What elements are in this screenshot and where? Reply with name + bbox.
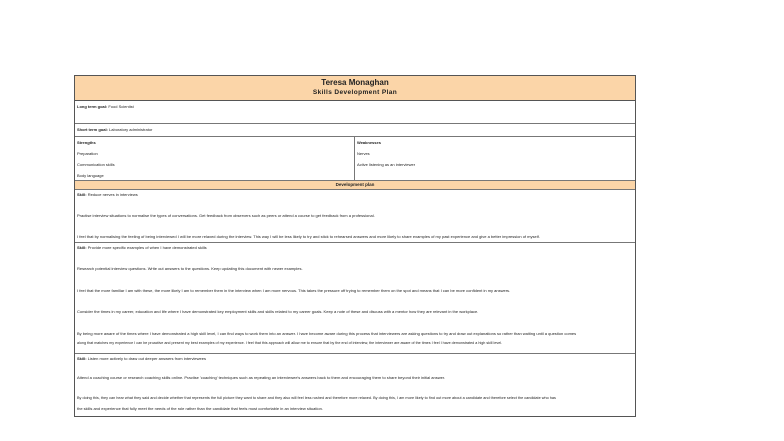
skill-action: Practise interview situations to normalise the types of conversations. Get feedback from observers such as peers or attend a course to get feedback from a professional.: [77, 213, 375, 218]
skill-block-2: [75, 243, 635, 354]
skill-consider: Consider the times in my career, education and life where I have demonstrated key employment skills and skills related to my career goals. Keep a note of these and discuss with a mentor how they are relevant in the workplace.: [77, 309, 479, 314]
strength-item: Communication skills: [77, 162, 115, 167]
person-name: Teresa Monaghan: [321, 78, 389, 87]
skill-title: Skill: Listen more actively to draw out deeper answers from interviewees: [77, 356, 206, 361]
plan-header: [75, 76, 635, 101]
strength-item: Preparation: [77, 151, 98, 156]
skill-block-1: [75, 190, 635, 243]
strength-item: Body language: [77, 173, 104, 178]
skill-reflection-line-2: the skills and experience that fully meet the needs of the role rather than the candidate that feels most comfortable in an interview situation.: [77, 406, 323, 411]
long-term-goal: Long term goal: Food Scientist: [77, 104, 134, 109]
development-plan-heading: Development plan: [75, 181, 635, 190]
weakness-item: Nerves: [357, 151, 370, 156]
short-term-goal-row: [75, 124, 635, 137]
strengths-heading: Strengths: [77, 140, 96, 145]
skill-reflection-line-1: By doing this, they can hear what they said and decide whether that represents the full picture they want to share and they also will feel less rushed and therefore more relaxed. By doing this, I am more likely to find out more about a candidate and therefore select the candidate who has: [77, 396, 556, 400]
strengths-weaknesses-row: [75, 137, 635, 181]
long-term-goal-row: [75, 101, 635, 124]
skills-plan-table: [74, 75, 636, 417]
short-term-goal: Short term goal: Laboratory administrator: [77, 127, 153, 132]
weakness-item: Active listening as an interviewer: [357, 162, 416, 167]
skill-action: Research potential interview questions. Write out answers to the questions. Keep updating this document with newer examples.: [77, 266, 303, 271]
weaknesses-heading: Weaknesses: [357, 140, 381, 145]
skill-reflection: I feel that by normalising the feeling of being interviewed I will be more relaxed during the interview. This way I will be less likely to try and stick to rehearsed answers and more likely to share examples of my past experience and give a better impression of myself.: [77, 234, 540, 239]
skill-reflection: I feel that the more familiar I am with these, the more likely I am to remember them in the interview when I am more nervous. This takes the pressure off trying to remember them on the spot and means that I can be more confident in my answers.: [77, 288, 511, 293]
plan-title: Skills Development Plan: [312, 89, 398, 96]
skill-title: Skill: Reduce nerves in interviews: [77, 192, 138, 197]
skill-block-3: [75, 354, 635, 416]
skill-title: Skill: Provide more specific examples of when I have demonstrated skills: [77, 245, 207, 250]
skill-extra-line-1: By being more aware of the times where I have demonstrated a high skill level, I can find ways to work them into an answer. I have become aware during this process that interviewers are asking questions to try and draw out explanations so rather than waiting until a question comes: [77, 331, 577, 336]
strengths-column: [75, 137, 355, 180]
weaknesses-column: [355, 137, 635, 180]
skill-extra-line-2: along that matches my experience I can be proactive and present my best examples of my experience. I feel that this approach will allow me to ensure that by the end of interview, the interviewer are aware of the times I feel I have demonstrated a high skill level.: [77, 341, 503, 345]
skill-action: Attend a coaching course or research coaching skills online. Practise 'coaching' techniques such as repeating an interviewee's answers back to them and encouraging them to share beyond their initial answer.: [77, 375, 446, 380]
